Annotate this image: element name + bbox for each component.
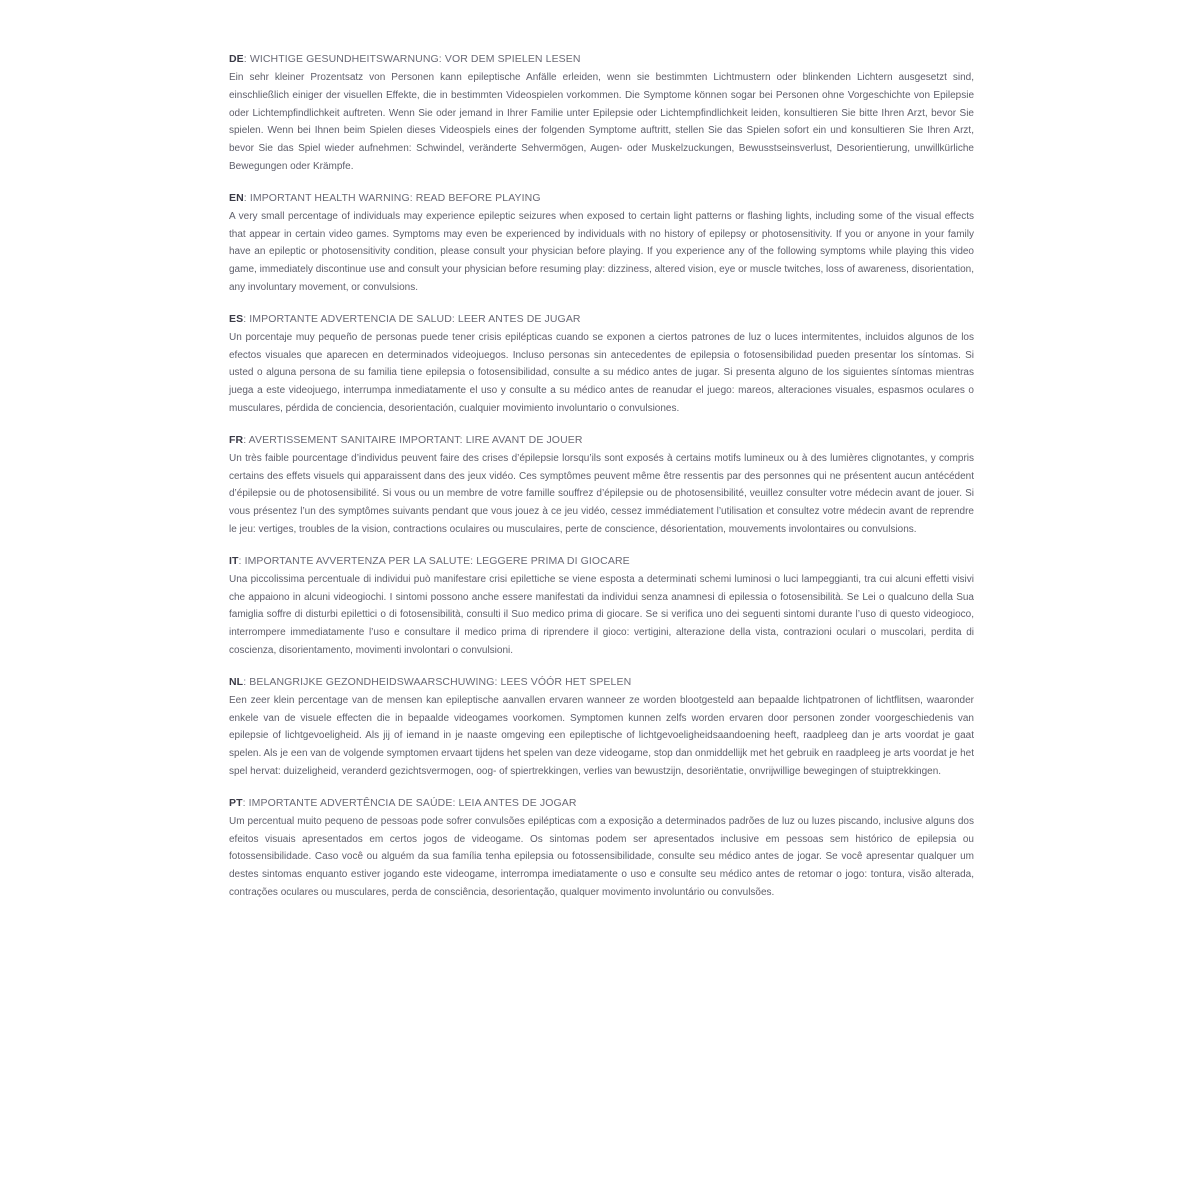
section-title: : IMPORTANTE ADVERTENCIA DE SALUD: LEER ANTES DE JUGAR [243, 312, 581, 325]
section-heading [229, 433, 974, 447]
section-title: : IMPORTANTE AVVERTENZA PER LA SALUTE: LEGGERE PRIMA DI GIOCARE [238, 554, 630, 567]
language-code: EN [229, 191, 244, 204]
section-title: : AVERTISSEMENT SANITAIRE IMPORTANT: LIRE AVANT DE JOUER [243, 433, 583, 446]
warning-section-pt [229, 796, 974, 902]
section-body: Una piccolissima percentuale di individui può manifestare crisi epilettiche se viene esposta a determinati schemi luminosi o luci lampeggianti, tra cui alcuni effetti visivi che appaiono in alcuni videogiochi. I sintomi possono anche essere manifestati da individui senza anamnesi di epilessia o fotosensibilità. Se Lei o qualcuno della Sua famiglia soffre di disturbi epilettici o di fotosensibilità, consulti il Suo medico prima di giocare. Se si verifica uno dei seguenti sintomi durante l’uso di questo videogioco, interrompere immediatamente l’uso e consultare il medico prima di riprendere il gioco: vertigini, alterazione della vista, contrazioni oculari o muscolari, perdita di coscienza, disorientamento, movimenti involontari o convulsioni. [229, 573, 974, 656]
warning-section-fr [229, 433, 974, 539]
section-heading [229, 675, 974, 689]
language-code: DE [229, 53, 244, 65]
language-code: PT [229, 796, 243, 809]
language-code: IT [229, 554, 239, 567]
warning-section-en [229, 191, 974, 297]
language-code: NL [229, 675, 244, 688]
warning-section-es [229, 312, 974, 418]
section-heading [229, 796, 974, 810]
section-heading [229, 554, 974, 568]
language-code: ES [229, 312, 244, 325]
language-code: FR [229, 433, 244, 446]
section-title: : IMPORTANTE ADVERTÊNCIA DE SAÚDE: LEIA ANTES DE JOGAR [242, 796, 577, 809]
section-title: : IMPORTANT HEALTH WARNING: READ BEFORE PLAYING [243, 191, 541, 204]
warning-section-nl [229, 675, 974, 781]
health-warning-document [229, 52, 974, 917]
section-title: : BELANGRIJKE GEZONDHEIDSWAARSCHUWING: LEES VÓÓR HET SPELEN [243, 675, 632, 688]
section-title: : WICHTIGE GESUNDHEITSWARNUNG: VOR DEM SPIELEN LESEN [243, 53, 581, 65]
section-body: A very small percentage of individuals may experience epileptic seizures when exposed to certain light patterns or flashing lights, including some of the visual effects that appear in certain video games. Symptoms may even be experienced by individuals with no history of epilepsy or photosensitivity. If you or anyone in your family have an epileptic or photosensitivity condition, please consult your physician before playing. If you experience any of the following symptoms while playing this video game, immediately discontinue use and consult your physician before resuming play: dizziness, altered vision, eye or muscle twitches, loss of awareness, disorientation, any involuntary movement, or convulsions. [229, 210, 974, 293]
section-body: Een zeer klein percentage van de mensen kan epileptische aanvallen ervaren wanneer ze worden blootgesteld aan bepaalde lichtpatronen of lichtflitsen, waaronder enkele van de visuele effecten die in bepaalde videogames voorkomen. Symptomen kunnen zelfs worden ervaren door personen zonder voorgeschiedenis van epilepsie of lichtgevoeligheid. Als jij of iemand in je naaste omgeving een epileptische of lichtgevoeligheidsaandoening heeft, raadpleeg dan je arts voordat je gaat spelen. Als je een van de volgende symptomen ervaart tijdens het spelen van deze videogame, stop dan onmiddellijk met het gebruik en raadpleeg je arts voordat je het spel hervat: duizeligheid, veranderd gezichtsvermogen, oog- of spiertrekkingen, verlies van bewustzijn, desoriëntatie, onvrijwillige bewegingen of stuiptrekkingen. [229, 694, 974, 777]
section-body: Ein sehr kleiner Prozentsatz von Personen kann epileptische Anfälle erleiden, wenn sie bestimmten Lichtmustern oder blinkenden Lichtern ausgesetzt sind, einschließlich einiger der visuellen Effekte, die in bestimmten Videospielen vorkommen. Die Symptome können sogar bei Personen ohne Vorgeschichte von Epilepsie oder Lichtempfindlichkeit auftreten. Wenn Sie oder jemand in Ihrer Familie unter Epilepsie oder Lichtempfindlichkeit leiden, konsultieren Sie bitte Ihren Arzt, bevor Sie spielen. Wenn bei Ihnen beim Spielen dieses Videospiels eines der folgenden Symptome auftritt, stellen Sie das Spielen sofort ein und konsultieren Sie Ihren Arzt, bevor Sie das Spiel wieder aufnehmen: Schwindel, veränderte Sehvermögen, Augen- oder Muskelzuckungen, Bewusstseinsverlust, Desorientierung, unwillkürliche Bewegungen oder Krämpfe. [229, 72, 974, 172]
section-body: Un porcentaje muy pequeño de personas puede tener crisis epilépticas cuando se exponen a ciertos patrones de luz o luces intermitentes, incluidos algunos de los efectos visuales que aparecen en determinados videojuegos. Incluso personas sin antecedentes de epilepsia o fotosensibilidad pueden presentar los síntomas. Si usted o alguna persona de su familia tiene epilepsia o fotosensibilidad, consulte a su médico antes de jugar. Si presenta alguno de los siguientes síntomas mientras juega a este videojuego, interrumpa inmediatamente el uso y consulte a su médico antes de reanudar el juego: mareos, alteraciones visuales, espasmos oculares o musculares, pérdida de conciencia, desorientación, cualquier movimiento involuntario o convulsiones. [229, 331, 974, 414]
section-heading [229, 312, 974, 326]
section-body: Um percentual muito pequeno de pessoas pode sofrer convulsões epilépticas com a exposição a determinados padrões de luz ou luzes piscando, inclusive alguns dos efeitos visuais apresentados em certos jogos de videogame. Os sintomas podem ser apresentados inclusive em pessoas sem histórico de epilepsia ou fotossensibilidade. Caso você ou alguém da sua família tenha epilepsia ou fotossensibilidade, consulte seu médico antes de jogar. Se você apresentar qualquer um destes sintomas enquanto estiver jogando este videogame, interrompa imediatamente o uso e consulte seu médico antes de retomar o jogo: tontura, visão alterada, contrações oculares ou musculares, perda de consciência, desorientação, qualquer movimento involuntário ou convulsões. [229, 815, 974, 898]
warning-section-it [229, 554, 974, 660]
section-body: Un très faible pourcentage d’individus peuvent faire des crises d’épilepsie lorsqu’ils sont exposés à certains motifs lumineux ou à des lumières clignotantes, y compris certains des effets visuels qui apparaissent dans des jeux vidéo. Ces symptômes peuvent même être ressentis par des personnes qui ne présentent aucun antécédent d’épilepsie ou de photosensibilité. Si vous ou un membre de votre famille souffrez d’épilepsie ou de photosensibilité, veuillez consulter votre médecin avant de jouer. Si vous présentez l’un des symptômes suivants pendant que vous jouez à ce jeu vidéo, cessez immédiatement l’utilisation et consultez votre médecin avant de reprendre le jeu: vertiges, troubles de la vision, contractions oculaires ou musculaires, perte de conscience, désorientation, mouvements involontaires ou convulsions. [229, 452, 974, 535]
section-heading [229, 191, 974, 205]
section-heading [229, 52, 974, 66]
warning-section-de [229, 52, 974, 176]
